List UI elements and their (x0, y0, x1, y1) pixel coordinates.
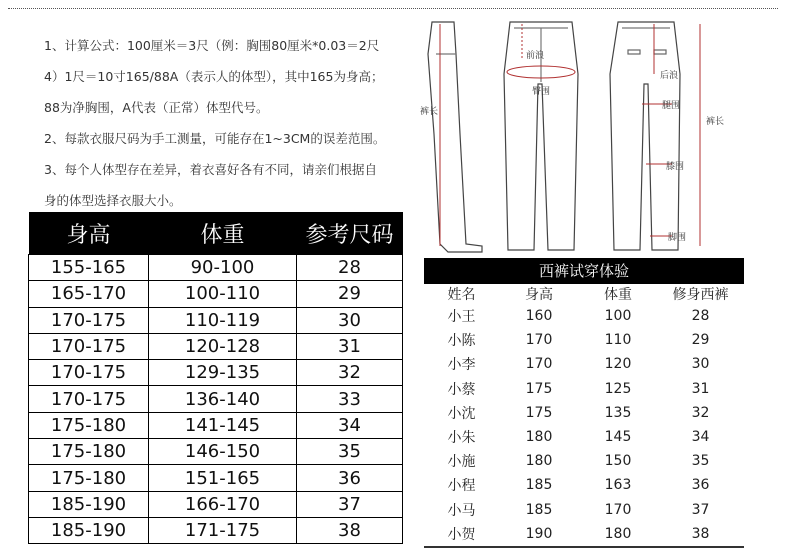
cell-weight: 125 (604, 380, 632, 397)
cell-weight: 163 (604, 477, 632, 494)
cell-name: 小施 (447, 454, 476, 471)
label-knee: 膝围 (666, 162, 685, 172)
cell-weight: 100-110 (149, 281, 297, 307)
table-row (424, 498, 744, 522)
cell-height: 185-190 (29, 491, 149, 517)
cell-size: 32 (297, 360, 403, 386)
cell-height: 180 (525, 429, 553, 446)
size-notes (44, 30, 404, 216)
cell-weight: 120-128 (149, 333, 297, 359)
table-row (424, 401, 744, 425)
cell-weight: 146-150 (149, 439, 297, 465)
cell-height: 175-180 (29, 412, 149, 438)
table-row (29, 517, 403, 543)
cell-height: 170-175 (29, 333, 149, 359)
table-row (29, 281, 403, 307)
label-hip: 臀围 (532, 87, 551, 97)
table-row (424, 522, 744, 547)
cell-height: 170 (525, 356, 553, 373)
cell-weight: 151-165 (149, 465, 297, 491)
cell-size: 31 (297, 333, 403, 359)
cell-height: 185 (525, 477, 553, 494)
cell-size: 34 (691, 429, 710, 446)
cell-height: 155-165 (29, 255, 149, 281)
cell-size: 28 (297, 255, 403, 281)
note-line: 身的体型选择衣服大小。 (44, 193, 182, 208)
cell-weight: 120 (604, 356, 632, 373)
cell-name: 小李 (447, 357, 476, 374)
table-row (424, 304, 744, 328)
table-row (29, 307, 403, 333)
cell-weight: 145 (604, 429, 632, 446)
cell-weight: 171-175 (149, 517, 297, 543)
table-row (29, 360, 403, 386)
header-weight: 体重 (604, 287, 632, 303)
note-line: 4）1尺＝10寸165/88A（表示人的体型），其中165为身高； (44, 69, 384, 84)
cell-height: 170-175 (29, 386, 149, 412)
cell-height: 170-175 (29, 307, 149, 333)
cell-size: 37 (297, 491, 403, 517)
cell-weight: 170 (604, 501, 632, 518)
cell-size: 35 (691, 453, 710, 470)
back-view-trouser (610, 22, 680, 250)
cell-name: 小王 (447, 309, 476, 326)
cell-height: 190 (499, 522, 579, 547)
cell-height: 175-180 (29, 465, 149, 491)
cell-size: 29 (691, 332, 710, 349)
cell-name: 小朱 (447, 430, 476, 447)
cell-name: 小陈 (447, 333, 476, 350)
tryon-table (424, 284, 744, 548)
tryon-title: 西裤试穿体验 (424, 258, 744, 284)
cell-height: 175 (525, 380, 553, 397)
header-height: 身高 (525, 287, 553, 303)
cell-height: 165-170 (29, 281, 149, 307)
cell-height: 170 (525, 332, 553, 349)
label-front-rise: 前浪 (526, 51, 545, 61)
label-length: 裤长 (420, 107, 439, 117)
cell-weight: 141-145 (149, 412, 297, 438)
cell-name: 小沈 (447, 405, 476, 422)
cell-size: 33 (297, 386, 403, 412)
note-line: 88为净胸围，A代表（正常）体型代号。 (44, 100, 269, 115)
note-line: 3、每个人体型存在差异，着衣喜好各有不同，请亲们根据自 (44, 162, 377, 177)
cell-size: 32 (691, 404, 710, 421)
cell-size: 31 (691, 380, 710, 397)
header-weight: 体重 (149, 212, 297, 255)
cell-size: 35 (297, 439, 403, 465)
cell-name: 小马 (447, 502, 476, 519)
cell-size: 29 (297, 281, 403, 307)
table-row (29, 412, 403, 438)
cell-height: 175 (525, 404, 553, 421)
cell-size: 30 (297, 307, 403, 333)
cell-size: 34 (297, 412, 403, 438)
cell-size: 36 (691, 477, 710, 494)
table-row (29, 439, 403, 465)
cell-size: 30 (691, 356, 710, 373)
size-table-header (29, 212, 403, 255)
dotted-divider (8, 8, 778, 9)
label-back-rise: 后浪 (660, 71, 679, 81)
cell-name: 小程 (447, 478, 476, 495)
cell-height: 170-175 (29, 360, 149, 386)
cell-weight: 166-170 (149, 491, 297, 517)
cell-size: 36 (297, 465, 403, 491)
table-row (424, 328, 744, 352)
note-line: 1、计算公式：100厘米＝3尺（例：胸围80厘米*0.03＝2尺 (44, 38, 380, 53)
table-row (29, 255, 403, 281)
header-size: 参考尺码 (297, 212, 403, 255)
cell-size: 37 (691, 501, 710, 518)
trouser-measurement-diagram (410, 14, 730, 254)
tryon-header (424, 284, 744, 304)
label-thigh: 腿围 (662, 101, 681, 111)
size-chart-table (28, 212, 403, 544)
cell-weight: 90-100 (149, 255, 297, 281)
side-view-trouser (428, 22, 482, 252)
cell-weight: 135 (604, 404, 632, 421)
table-row (424, 377, 744, 401)
cell-height: 185-190 (29, 517, 149, 543)
cell-name: 小贺 (424, 522, 499, 547)
label-hem: 脚围 (668, 233, 687, 243)
cell-weight: 110 (604, 332, 632, 349)
table-row (29, 465, 403, 491)
table-row (424, 473, 744, 497)
cell-name: 小蔡 (447, 381, 476, 398)
header-slim-trousers: 修身西裤 (672, 287, 729, 303)
cell-weight: 180 (579, 522, 657, 547)
cell-weight: 129-135 (149, 360, 297, 386)
table-row (424, 352, 744, 376)
table-row (29, 386, 403, 412)
table-row (424, 425, 744, 449)
note-line: 2、每款衣服尺码为手工测量，可能存在1~3CM的误差范围。 (44, 131, 386, 146)
cell-height: 160 (525, 308, 553, 325)
cell-weight: 136-140 (149, 386, 297, 412)
table-row (29, 333, 403, 359)
label-length-back: 裤长 (706, 117, 725, 127)
cell-size: 38 (657, 522, 744, 547)
table-row (424, 449, 744, 473)
header-height: 身高 (29, 212, 149, 255)
cell-weight: 150 (604, 453, 632, 470)
header-name: 姓名 (447, 287, 476, 303)
cell-height: 180 (525, 453, 553, 470)
cell-weight: 100 (604, 308, 632, 325)
cell-height: 185 (525, 501, 553, 518)
table-row (29, 491, 403, 517)
cell-height: 175-180 (29, 439, 149, 465)
cell-size: 38 (297, 517, 403, 543)
cell-weight: 110-119 (149, 307, 297, 333)
cell-size: 28 (691, 308, 710, 325)
